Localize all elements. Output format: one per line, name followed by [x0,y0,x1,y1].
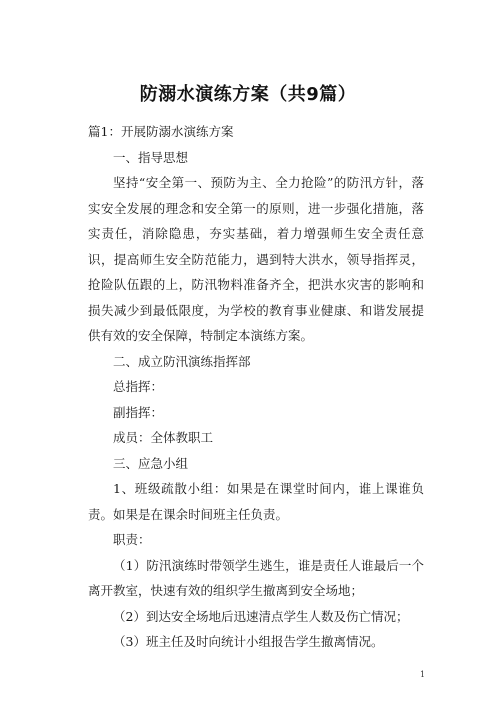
paragraph: 一、指导思想 [113,149,189,165]
paragraph: 成员：全体教职工 [113,430,214,445]
document-body [88,119,424,655]
paragraph: （1）防汛演练时带领学生逃生，谁是责任人谁最后一个离开教室，快速有效的组织学生撤离到安全场地； [88,557,424,598]
paragraph: 总指挥： [113,379,164,394]
paragraph: 1、班级疏散小组：如果是在课堂时间内，谁上课谁负责。如果是在课余时间班主任负责。 [88,481,424,522]
paragraph: （3）班主任及时向统计小组报告学生撤离情况。 [113,634,384,649]
paragraph: 坚持“安全第一、预防为主、全力抢险”的防汛方针，落实安全发展的理念和安全第一的原则，进一步强化措施，落实责任，消除隐患，夯实基础，着力增强师生安全责任意识，提高师生安全防范能力，遇到特大洪水，领导指挥灵，抢险队伍跟的上，防汛物料准备齐全，把洪水灾害的影响和损失减少到最低限度，为学校的教育事业健康、和谐发展提供有效的安全保障，特制定本演练方案。 [88,175,424,343]
paragraph: 三、应急小组 [113,455,189,471]
paragraph: 二、成立防汛演练指挥部 [113,353,251,369]
document-title: 防溺水演练方案（共9篇） [139,84,357,105]
paragraph: （2）到达安全场地后迅速清点学生人数及伤亡情况； [113,608,409,624]
paragraph: 职责： [113,532,151,547]
section-heading: 篇1：开展防溺水演练方案 [88,124,234,139]
paragraph: 副指挥： [113,404,164,420]
page-number: 1 [420,670,426,679]
